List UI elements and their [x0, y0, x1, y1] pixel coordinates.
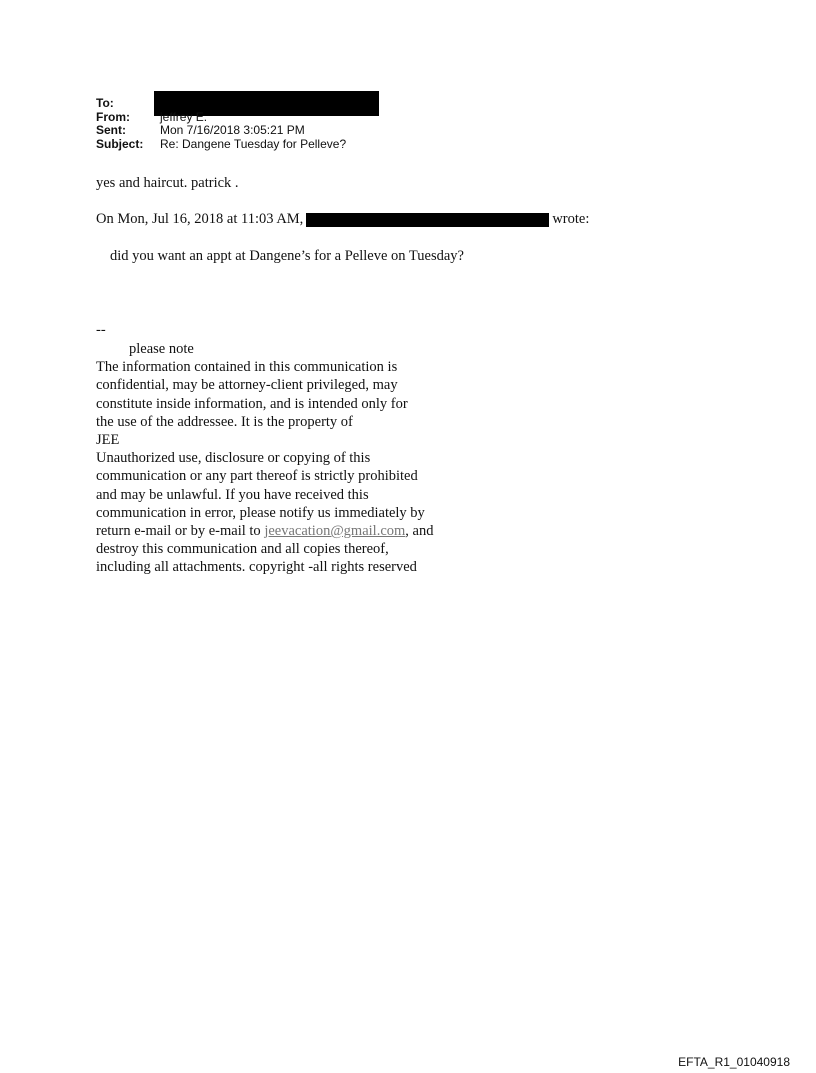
email-line-prefix: return e-mail or by e-mail to: [96, 523, 265, 540]
disclaimer-line: including all attachments. copyright -all rights reserved: [96, 559, 417, 576]
to-row: [96, 97, 346, 111]
disclaimer-line: destroy this communication and all copies thereof,: [96, 541, 389, 558]
disclaimer-line: The information contained in this communication is: [96, 359, 398, 376]
subject-value: Re: Dangene Tuesday for Pelleve?: [160, 136, 347, 151]
sent-label: Sent:: [96, 123, 126, 137]
document-id: EFTA_R1_01040918: [678, 1055, 790, 1069]
disclaimer-line: JEE: [96, 432, 120, 449]
sent-value: Mon 7/16/2018 3:05:21 PM: [160, 123, 305, 137]
disclaimer-email-line: [96, 522, 433, 540]
disclaimer-line: and may be unlawful. If you have received this: [96, 486, 369, 503]
disclaimer-line: Unauthorized use, disclosure or copying of this: [96, 450, 371, 467]
email-line-suffix: , and: [405, 523, 434, 540]
sent-row: [96, 124, 346, 138]
subject-row: [96, 138, 346, 152]
to-label: To:: [96, 96, 114, 110]
disclaimer-line: constitute inside information, and is intended only for: [96, 395, 408, 412]
subject-label: Subject:: [96, 136, 144, 151]
disclaimer-line: communication in error, please notify us immediately by: [96, 504, 425, 521]
reply-text: yes and haircut. patrick .: [96, 175, 239, 191]
from-label: From:: [96, 109, 130, 124]
disclaimer-note: please note: [129, 341, 194, 357]
signature-separator: --: [96, 322, 106, 338]
quote-intro-suffix: wrote:: [552, 211, 590, 227]
disclaimer-line: the use of the addressee. It is the property of: [96, 413, 353, 430]
email-link[interactable]: jeevacation@gmail.com: [264, 523, 406, 540]
from-value: jeffrey E.: [160, 109, 208, 124]
disclaimer-block: [96, 340, 433, 577]
disclaimer-line: confidential, may be attorney-client privileged, may: [96, 377, 398, 394]
from-row: [96, 111, 346, 125]
quoted-message: did you want an appt at Dangene’s for a Pelleve on Tuesday?: [110, 248, 464, 264]
disclaimer-line: communication or any part thereof is strictly prohibited: [96, 468, 418, 485]
quote-intro: [96, 211, 589, 228]
quote-intro-prefix: On Mon, Jul 16, 2018 at 11:03 AM,: [96, 211, 304, 227]
redaction-bar-sender: [306, 213, 549, 227]
email-header: [96, 97, 346, 151]
